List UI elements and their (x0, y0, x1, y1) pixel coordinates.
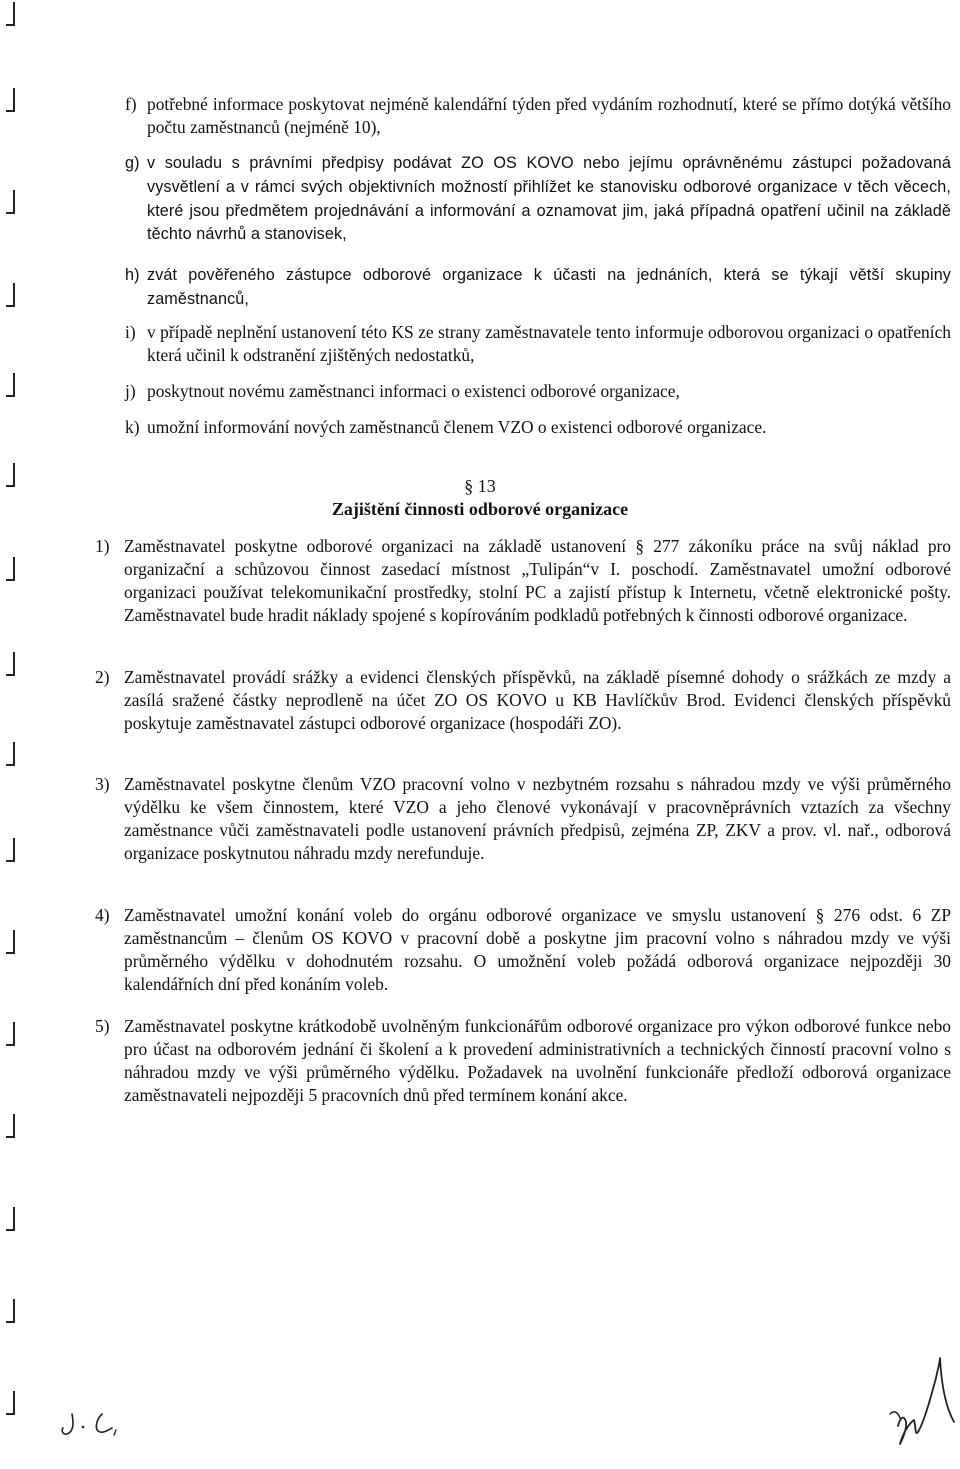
list-item-text: umožní informování nových zaměstnanců členem VZO o existenci odborové organizace. (147, 417, 767, 437)
list-item-text: Zaměstnavatel poskytne krátkodobě uvolněným funkcionářům odborové organizace pro výkon odborové funkce nebo pro účast na odborovém jednání či školení a k provedení administrativních a technických činností pracovní volno s náhradou mzdy ve výši průměrného výdělku. Požadavek na uvolnění funkcionáře předloží odborová organizace zaměstnavateli nejpozději 5 pracovních dnů před termínem konání akce. (124, 1016, 951, 1105)
list-marker: i) (125, 322, 136, 342)
binder-mark (6, 2, 18, 28)
binder-mark (6, 1022, 18, 1048)
list-item-h (125, 264, 951, 312)
list-marker: j) (125, 381, 136, 401)
list-marker: g) (125, 154, 140, 172)
list-item-j (125, 380, 951, 403)
binder-mark (6, 1391, 18, 1417)
list-item-text: Zaměstnavatel poskytne členům VZO pracovní volno v nezbytném rozsahu s náhradou mzdy ve výši průměrného výdělku ke všem činnostem, které VZO a jeho členové vykonávají v pracovněprávních vztazích za všechny zaměstnance vůči zaměstnavateli podle ustanovení právních předpisů, zejména ZP, ZKV a prov. vl. nař., odborová organizace poskytnutou náhradu mzdy nerefunduje. (124, 774, 951, 863)
numbered-item-4 (95, 904, 951, 996)
list-item-g (125, 152, 951, 247)
numbered-item-1 (95, 535, 951, 627)
list-marker: h) (125, 266, 140, 284)
binder-mark (6, 88, 18, 114)
list-marker: f) (125, 94, 137, 114)
list-item-text: zvát pověřeného zástupce odborové organizace k účasti na jednáních, která se týkají větší skupiny zaměstnanců, (147, 266, 951, 308)
binder-mark (6, 557, 18, 583)
list-item-f (125, 93, 951, 139)
binder-mark (6, 838, 18, 864)
list-item-text: Zaměstnavatel provádí srážky a evidenci členských příspěvků, na základě písemné dohody o srážkách ze mzdy a zasílá sražené částky neprodleně na účet ZO OS KOVO u KB Havlíčkův Brod. Evidenci členských příspěvků poskytuje zaměstnavatel zástupci odborové organizace (hospodáři ZO). (124, 667, 951, 733)
binder-mark (6, 930, 18, 956)
binder-mark (6, 652, 18, 678)
binder-mark (6, 1114, 18, 1140)
list-item-text: Zaměstnavatel umožní konání voleb do orgánu odborové organizace ve smyslu ustanovení § 276 odst. 6 ZP zaměstnancům – členům OS KOVO v pracovní době a poskytne jim pracovní volno s náhradou mzdy ve výši průměrného výdělku v dohodnutém rozsahu. O umožnění voleb požádá odborová organizace nejpozději 30 kalendářních dní před konáním voleb. (124, 905, 951, 994)
handwritten-initials-left (58, 1400, 138, 1445)
numbered-item-5 (95, 1015, 951, 1107)
list-item-text: potřebné informace poskytovat nejméně kalendářní týden před vydáním rozhodnutí, které se přímo dotýká většího počtu zaměstnanců (nejméně 10), (147, 94, 951, 137)
list-marker: 1) (95, 536, 110, 556)
list-item-i (125, 321, 951, 367)
list-marker: k) (125, 417, 140, 437)
section-number: § 13 (464, 476, 496, 496)
binder-mark (6, 742, 18, 768)
binder-mark (6, 1299, 18, 1325)
binder-mark (6, 1207, 18, 1233)
handwritten-signature-right (878, 1348, 958, 1453)
numbered-item-2 (95, 666, 951, 735)
list-marker: 4) (95, 905, 110, 925)
list-item-text: v souladu s právními předpisy podávat ZO OS KOVO nebo jejímu oprávněnému zástupci požadovaná vysvětlení a v rámci svých objektivních možností přihlížet ke stanovisku odborové organizace v těch věcech, které jsou předmětem projednávání a informování a oznamovat jim, jaká případná opatření učinil na základě těchto návrhů a stanovisek, (147, 154, 951, 244)
list-item-text: poskytnout novému zaměstnanci informaci o existenci odborové organizace, (147, 381, 680, 401)
section-title: Zajištění činnosti odborové organizace (331, 499, 629, 519)
list-item-text: Zaměstnavatel poskytne odborové organizaci na základě ustanovení § 277 zákoníku práce na svůj náklad pro organizační a schůzovou činnost zasedací místnost „Tulipán“v I. poschodí. Zaměstnavatel umožní odborové organizaci používat telekomunikační prostředky, stolní PC a zajistí přístup k Internetu, včetně elektronické pošty. Zaměstnavatel bude hradit náklady spojené s kopírováním podkladů potřebných k činnosti odborové organizace. (124, 536, 951, 625)
list-marker: 5) (95, 1016, 110, 1036)
binder-mark (6, 283, 18, 309)
list-marker: 2) (95, 667, 110, 687)
binder-mark (6, 373, 18, 399)
list-item-text: v případě neplnění ustanovení této KS ze strany zaměstnavatele tento informuje odborovou organizaci o opatřeních která učinil k odstranění zjištěných nedostatků, (147, 322, 951, 365)
list-marker: 3) (95, 774, 110, 794)
numbered-item-3 (95, 773, 951, 865)
binder-mark (6, 190, 18, 216)
list-item-k (125, 416, 951, 439)
